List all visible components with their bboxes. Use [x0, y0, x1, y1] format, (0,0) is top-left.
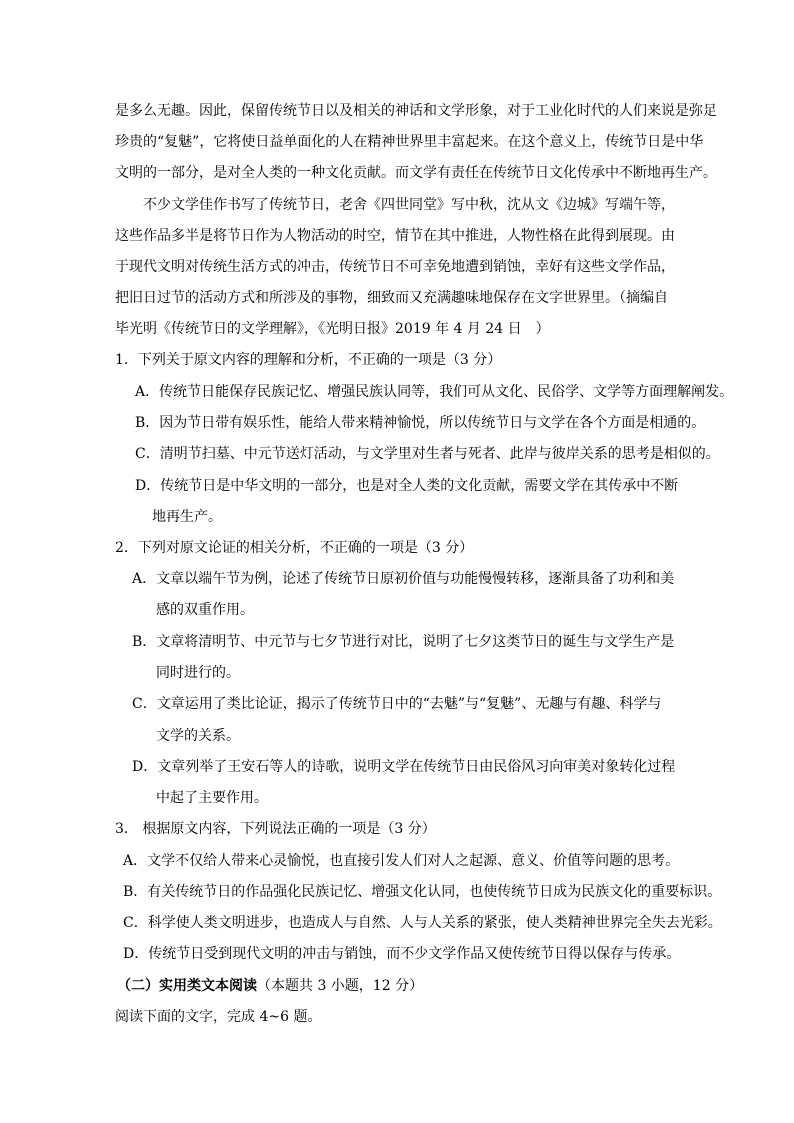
question-3-option-d: D．传统节日受到现代文明的冲击与销蚀，而不少文学作品又使传统节日得以保存与传承。: [123, 946, 681, 962]
question-1-option-d: D．传统节日是中华文明的一部分，也是对全人类的文化贡献，需要文学在其传承中不断: [135, 478, 679, 494]
section-title: （二）实用类文本阅读: [117, 978, 257, 994]
question-1-stem: 1．下列关于原文内容的理解和分析，不正确的一项是（3 分）: [115, 352, 502, 368]
passage-line: 毕光明《传统节日的文学理解》，《光明日报》2019 年 4 月 24 日 ）: [115, 321, 550, 337]
question-1-option-b: B．因为节日带有娱乐性，能给人带来精神愉悦，所以传统节日与文学在各个方面是相通的。: [135, 415, 706, 431]
question-2-option-d: D．文章列举了王安石等人的诗歌，说明文学在传统节日由民俗风习向审美对象转化过程: [132, 759, 676, 775]
section-heading: [117, 976, 423, 996]
section-note: （本题共 3 小题，12 分）: [257, 978, 424, 994]
question-3-stem: 3． 根据原文内容，下列说法正确的一项是（3 分）: [115, 821, 436, 837]
passage-line: 是多么无趣。因此，保留传统节日以及相关的神话和文学形象，对于工业化时代的人们来说是弥足: [115, 103, 717, 119]
question-2-stem: 2．下列对原文论证的相关分析，不正确的一项是（3 分）: [115, 540, 474, 556]
question-1-option-c: C．清明节扫墓、中元节送灯活动，与文学里对生者与死者、此岸与彼岸关系的思考是相似的。: [135, 446, 720, 462]
question-2-option-c: C．文章运用了类比论证，揭示了传统节日中的“去魅”与“复魅”、无趣与有趣、科学与: [132, 696, 662, 712]
question-2-option-c-cont: 文学的关系。: [156, 728, 240, 744]
question-1-option-a: A．传统节日能保存民族记忆、增强民族认同等，我们可从文化、民俗学、文学等方面理解阐发。: [135, 384, 734, 400]
section-instruction: 阅读下面的文字，完成 4~6 题。: [115, 1009, 322, 1025]
passage-line: 把旧日过节的活动方式和所涉及的事物，细致而又充满趣味地保存在文字世界里。（摘编自: [115, 290, 668, 306]
passage-line: 于现代文明对传统生活方式的冲击，传统节日不可幸免地遭到销蚀，幸好有这些文学作品，: [115, 259, 675, 275]
question-3-option-b: B．有关传统节日的作品强化民族记忆、增强文化认同，也使传统节日成为民族文化的重要标识。: [123, 884, 722, 900]
question-2-option-a: A．文章以端午节为例，论述了传统节日原初价值与功能慢慢转移，逐渐具备了功利和美: [132, 571, 675, 587]
passage-line: 文明的一部分，是对全人类的一种文化贡献。而文学有责任在传统节日文化传承中不断地再生产。: [115, 165, 717, 181]
question-2-option-b-cont: 同时进行的。: [156, 665, 240, 681]
question-3-option-a: A．文学不仅给人带来心灵愉悦，也直接引发人们对人之起源、意义、价值等问题的思考。: [123, 853, 680, 869]
question-2-option-b: B．文章将清明节、中元节与七夕节进行对比，说明了七夕这类节日的诞生与文学生产是: [132, 634, 675, 650]
question-2-option-d-cont: 中起了主要作用。: [156, 790, 268, 806]
passage-line: 这些作品多半是将节日作为人物活动的时空，情节在其中推进，人物性格在此得到展现。由: [115, 228, 675, 244]
question-2-option-a-cont: 感的双重作用。: [156, 602, 254, 618]
question-3-option-c: C．科学使人类文明进步，也造成人与自然、人与人关系的紧张，使人类精神世界完全失去光彩。: [123, 915, 722, 931]
question-1-option-d-cont: 地再生产。: [152, 509, 222, 525]
passage-line: 珍贵的“复魅”，它将使日益单面化的人在精神世界里丰富起来。在这个意义上，传统节日是中华: [115, 134, 704, 150]
passage-line: 不少文学佳作书写了传统节日，老舍《四世同堂》写中秋，沈从文《边城》写端午等，: [143, 197, 675, 213]
